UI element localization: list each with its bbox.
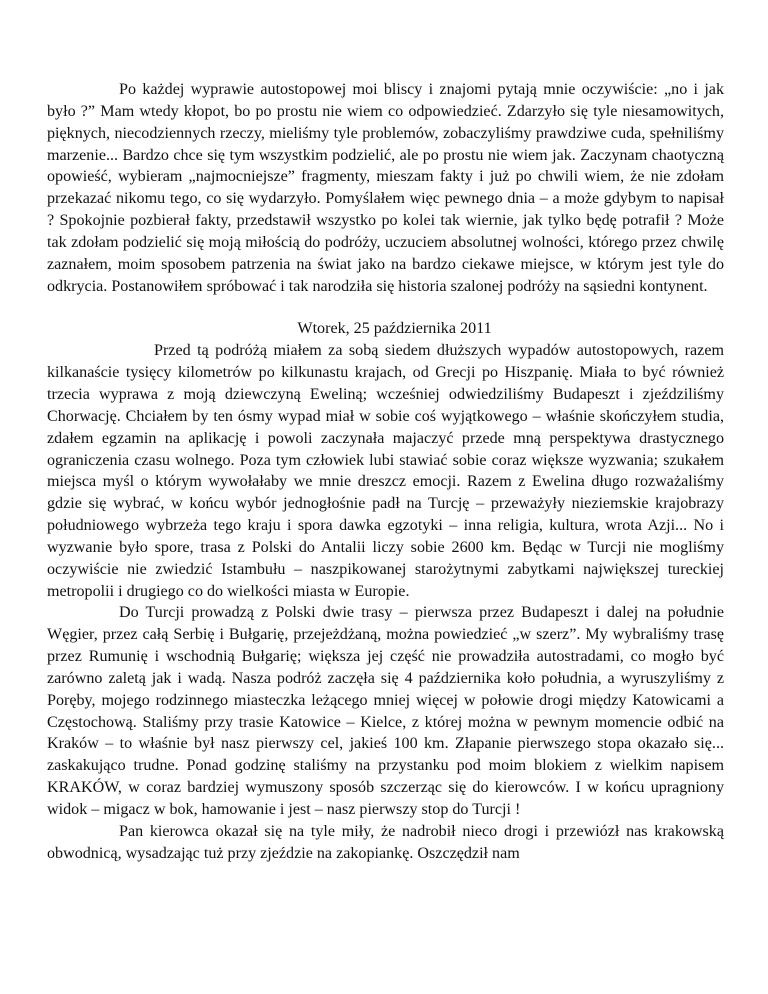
body-paragraph-3: Pan kierowca okazał się na tyle miły, że nadrobił nieco drogi i przewiózł nas krakowską obwodnicą, wysadzając tuż przy zjeździe na zakopiankę. Oszczędził nam [47, 822, 724, 862]
document-page [47, 79, 724, 865]
body-paragraph-1: Przed tą podróżą miałem za sobą siedem dłuższych wypadów autostopowych, razem kilkanaście tysięcy kilometrów po kilkunastu krajach, od Grecji po Hiszpanię. Miała to być również trzecia wyprawa z moją dziewczyną Eweliną; wcześniej odwiedziliśmy Budapeszt i zjeździliśmy Chorwację. Chciałem by ten ósmy wypad miał w sobie coś wyjątkowego – właśnie skończyłem studia, zdałem egzamin na aplikację i powoli zaczynała majaczyć przede mną perspektywa drastycznego ograniczenia czasu wolnego. Poza tym człowiek lubi stawiać sobie coraz większe wyzwania; szukałem miejsca myśl o którym wywołałaby we mnie dreszcz emocji. Razem z Ewelina długo rozważaliśmy gdzie się wybrać, w końcu wybór jednogłośnie padł na Turcję – przeważyły nieziemskie krajobrazy południowego wybrzeża tego kraju i spora dawka egzotyki – inna religia, kultura, wrota Azji... No i wyzwanie było spore, trasa z Polski do Antalii liczy sobie 2600 km. Będąc w Turcji nie mogliśmy oczywiście nie zwiedzić Istambułu – naszpikowanej starożytnymi zabytkami największej tureckiej metropolii i drugiego co do wielkości miasta w Europie. [47, 342, 724, 600]
intro-paragraph: Po każdej wyprawie autostopowej moi bliscy i znajomi pytają mnie oczywiście: „no i jak było ?” Mam wtedy kłopot, bo po prostu nie wiem co odpowiedzieć. Zdarzyło się tyle niesamowitych, pięknych, niecodziennych rzeczy, mieliśmy tyle problemów, zobaczyliśmy prawdziwe cuda, spełniliśmy marzenie... Bardzo chce się tym wszystkim podzielić, ale po prostu nie wiem jak. Zaczynam chaotyczną opowieść, wybieram „najmocniejsze” fragmenty, mieszam fakty i już po chwili wiem, że nie zdołam przekazać nikomu tego, co się wydarzyło. Pomyślałem więc pewnego dnia – a może gdybym to napisał ? Spokojnie pozbierał fakty, przedstawił wszystko po kolei tak wiernie, jak tylko będę potrafił ? Może tak zdołam podzielić się moją miłością do podróży, uczuciem absolutnej wolności, którego przez chwilę zaznałem, moim sposobem patrzenia na świat jako na bardzo ciekawe miejsce, w którym jest tyle do odkrycia. Postanowiłem spróbować i tak narodziła się historia szalonej podróży na sąsiedni kontynent. [47, 81, 724, 295]
date-heading: Wtorek, 25 października 2011 [297, 320, 492, 338]
body-paragraph-2: Do Turcji prowadzą z Polski dwie trasy – pierwsza przez Budapeszt i dalej na południe Węgier, przez całą Serbię i Bułgarię, przejeżdżaną, można powiedzieć „w szerz”. My wybraliśmy trasę przez Rumunię i wschodnią Bułgarię; większa jej część nie prowadziła autostradami, co mogło być zarówno zaletą jak i wadą. Nasza podróż zaczęła się 4 października koło południa, a wyruszyliśmy z Poręby, mojego rodzinnego miasteczka leżącego mniej więcej w połowie drogi między Katowicami a Częstochową. Staliśmy przy trasie Katowice – Kielce, z której można w pewnym momencie odbić na Kraków – to właśnie był nasz pierwszy cel, jakieś 100 km. Złapanie pierwszego stopa okazało się... zaskakująco trudne. Ponad godzinę staliśmy na przystanku pod moim blokiem z wielkim napisem KRAKÓW, w coraz bardziej wymuszony sposób szczerząc się do kierowców. I w końcu upragniony widok – migacz w bok, hamowanie i jest – nasz pierwszy stop do Turcji ! [47, 604, 724, 818]
